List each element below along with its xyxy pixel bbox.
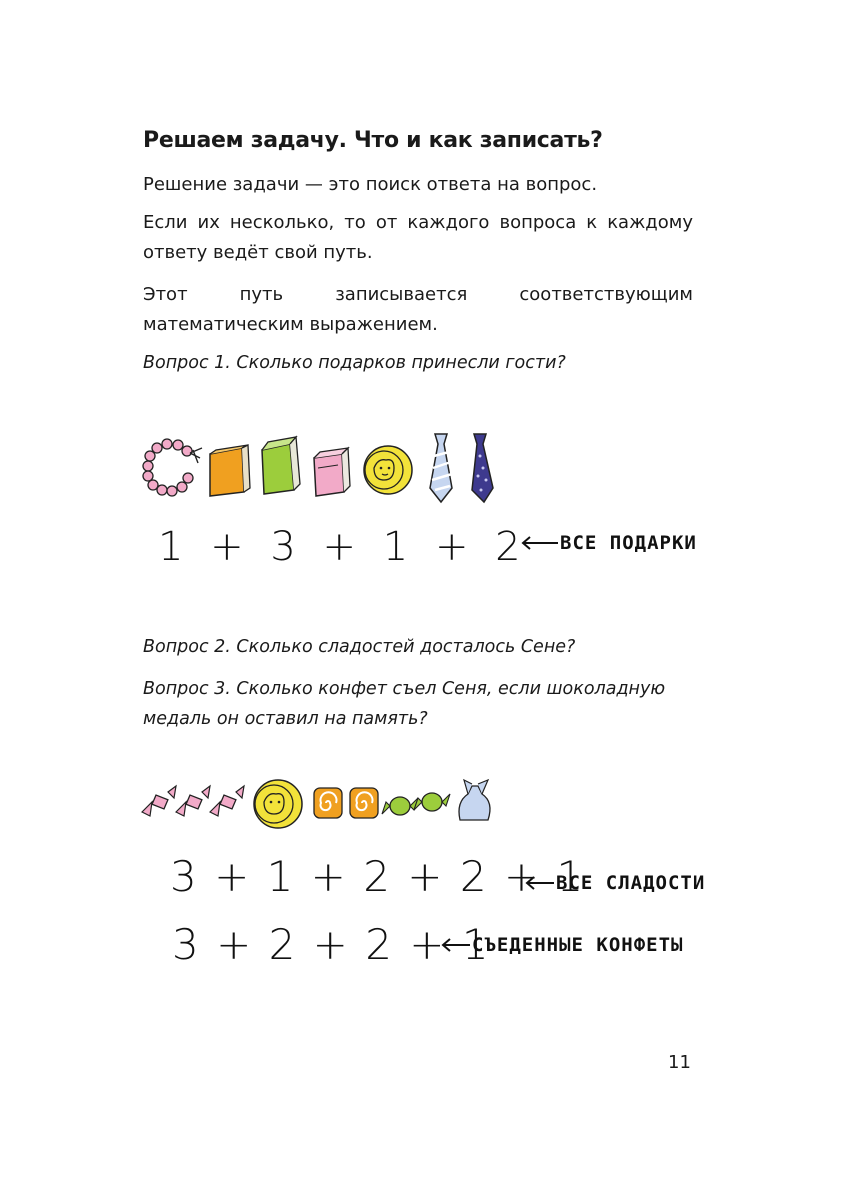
chocolate-medal-icon — [254, 780, 302, 828]
question-1: Вопрос 1. Сколько подарков принесли гости? — [143, 353, 566, 373]
gifts-label: ВСЕ ПОДАРКИ — [520, 532, 697, 554]
sweets-eaten-label: СЪЕДЕННЫЕ КОНФЕТЫ — [440, 934, 683, 956]
spiral-candy-icon — [314, 788, 342, 818]
sweets-illustration — [138, 772, 498, 832]
gifts-formula: 1 + 3 + 1 + 2 — [158, 524, 521, 570]
orange-book-icon — [210, 445, 250, 496]
paragraph-definition: Решение задачи — это поиск ответа на вопрос. — [143, 174, 598, 195]
sweets-all-formula: 3 + 1 + 2 + 2 + 1 — [170, 852, 584, 901]
pink-candy-icon — [210, 786, 244, 816]
blue-candy-bag-icon — [459, 780, 490, 820]
gifts-illustration — [138, 428, 508, 508]
dotted-tie-icon — [472, 434, 493, 502]
question-2: Вопрос 2. Сколько сладостей досталось Сене? — [143, 637, 576, 657]
arrow-left-icon — [520, 535, 560, 551]
paragraph-paths: Если их несколько, то от каждого вопроса к каждому ответу ведёт свой путь. — [143, 212, 693, 263]
sweets-eaten-formula: 3 + 2 + 2 + 1 — [172, 920, 489, 969]
paragraph-expression: Этот путь записывается соответствующим математическим выражением. — [143, 284, 693, 335]
pink-book-icon — [314, 448, 350, 496]
green-candy-icon — [414, 793, 450, 811]
bead-necklace-icon — [143, 439, 202, 496]
question-3: Вопрос 3. Сколько конфет съел Сеня, если шоколадную медаль он оставил на память? — [143, 679, 666, 729]
striped-tie-icon — [430, 434, 452, 502]
page-heading: Решаем задачу. Что и как записать? — [143, 128, 603, 153]
green-candy-icon — [382, 797, 418, 815]
arrow-left-icon — [524, 875, 556, 891]
pink-candy-icon — [142, 786, 176, 816]
green-book-icon — [262, 437, 300, 494]
page-number: 11 — [668, 1052, 691, 1073]
chocolate-medal-icon — [364, 446, 412, 494]
pink-candy-icon — [176, 786, 210, 816]
sweets-all-label: ВСЕ СЛАДОСТИ — [524, 872, 705, 894]
arrow-left-icon — [440, 937, 472, 953]
spiral-candy-icon — [350, 788, 378, 818]
